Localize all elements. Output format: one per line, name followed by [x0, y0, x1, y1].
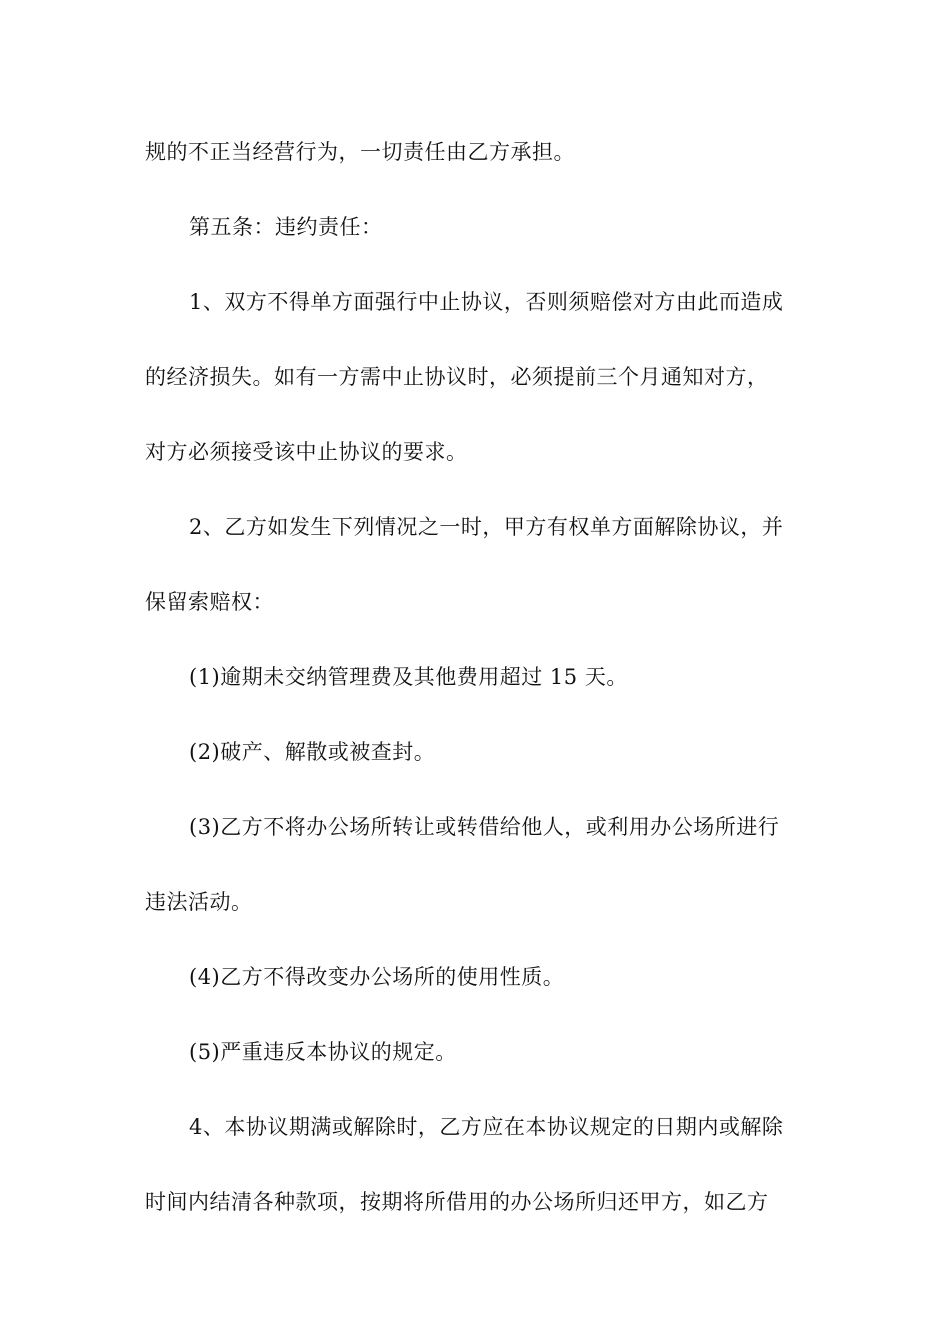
paragraph-line: 2、乙方如发生下列情况之一时，甲方有权单方面解除协议，并 [189, 515, 784, 539]
paragraph-line: 对方必须接受该中止协议的要求。 [145, 440, 468, 464]
list-item: (1)逾期未交纳管理费及其他费用超过 15 天。 [189, 665, 628, 689]
paragraph-line: 1、双方不得单方面强行中止协议，否则须赔偿对方由此而造成 [189, 290, 784, 314]
section-heading: 第五条：违约责任： [189, 215, 383, 239]
paragraph-line: 违法活动。 [145, 890, 253, 914]
list-item: (3)乙方不将办公场所转让或转借给他人，或利用办公场所进行 [189, 815, 780, 839]
list-item: (5)严重违反本协议的规定。 [189, 1040, 457, 1064]
paragraph-line: 的经济损失。如有一方需中止协议时，必须提前三个月通知对方， [145, 365, 769, 389]
list-item: (4)乙方不得改变办公场所的使用性质。 [189, 965, 565, 989]
paragraph-line: 规的不正当经营行为，一切责任由乙方承担。 [145, 140, 575, 164]
paragraph-line: 4、本协议期满或解除时，乙方应在本协议规定的日期内或解除 [189, 1115, 784, 1139]
paragraph-line: 保留索赔权： [145, 590, 274, 614]
paragraph-line: 时间内结清各种款项，按期将所借用的办公场所归还甲方，如乙方 [145, 1190, 769, 1214]
list-item: (2)破产、解散或被查封。 [189, 740, 436, 764]
